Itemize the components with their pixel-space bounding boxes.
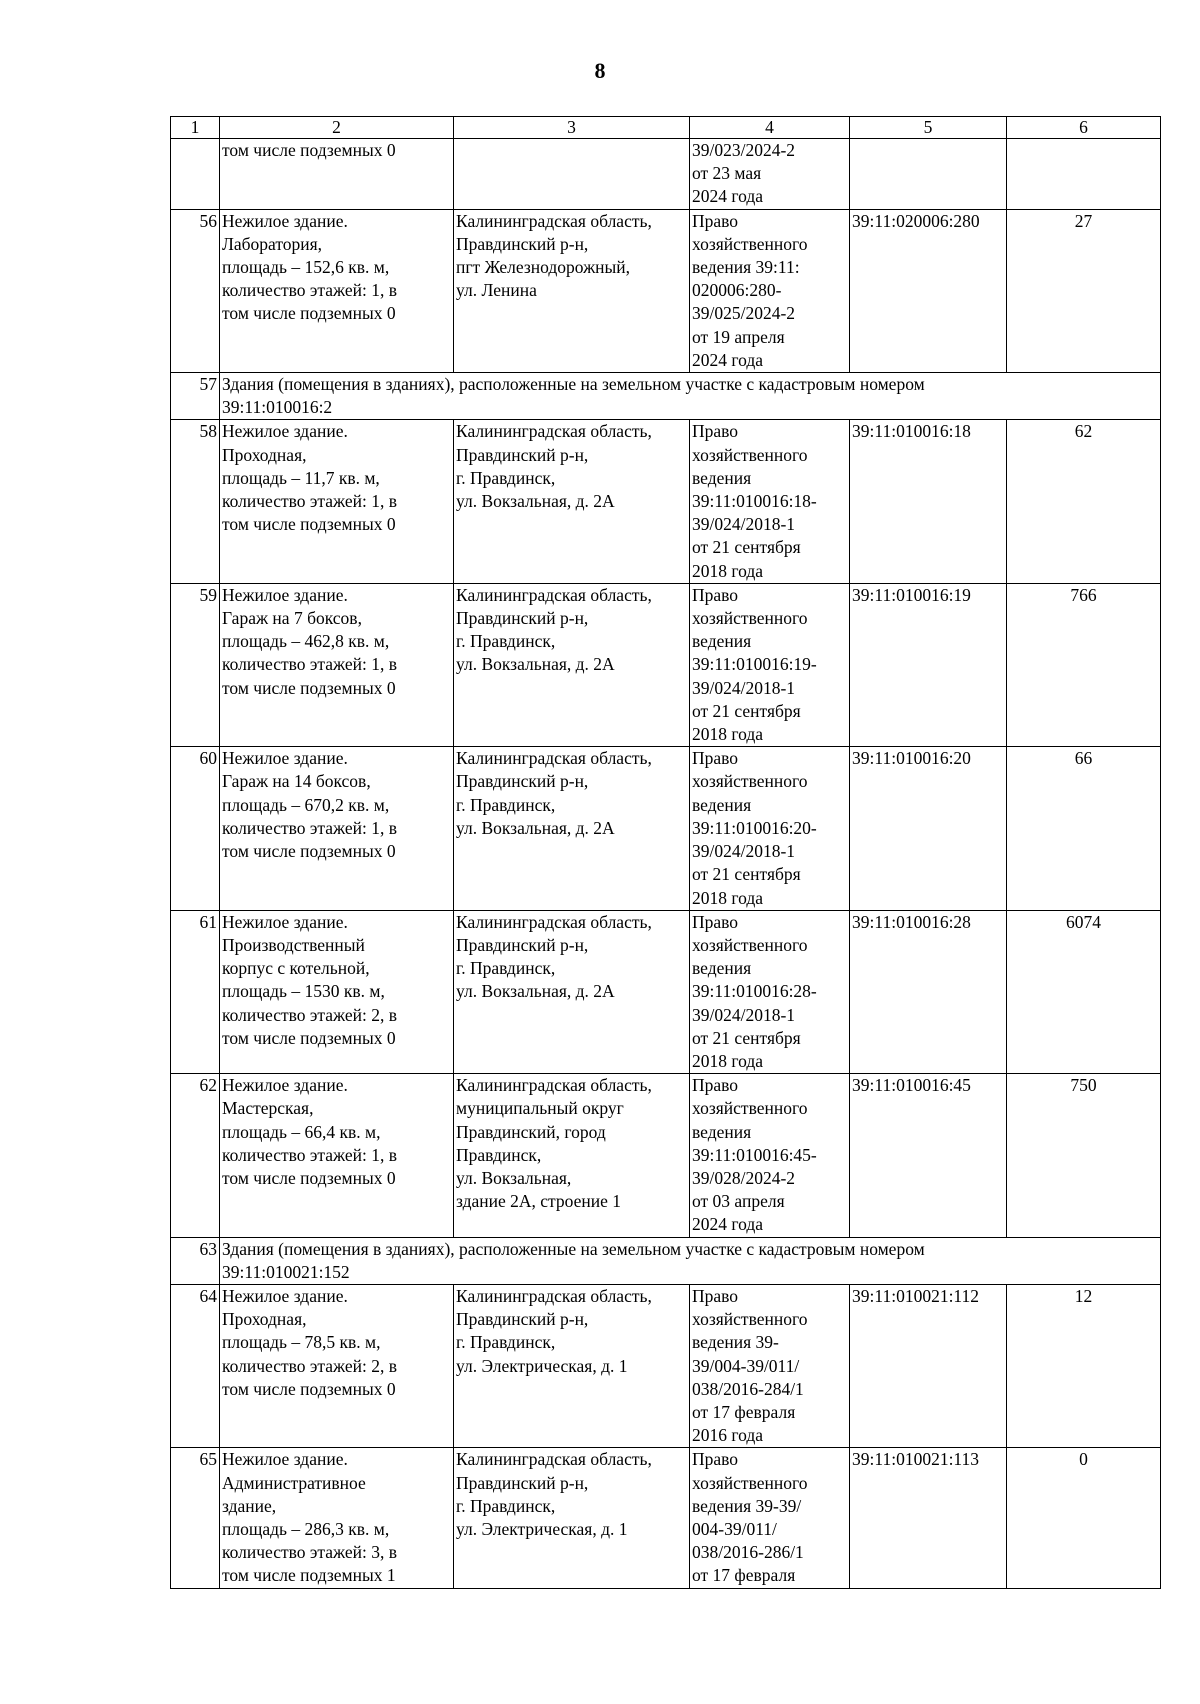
value-cell: 766	[1007, 583, 1161, 746]
column-number-header-row	[171, 117, 1161, 139]
row-number: 65	[171, 1448, 220, 1588]
column-header: 5	[850, 117, 1007, 139]
cadastral-number: 39:11:010016:18	[850, 420, 1007, 583]
group-row	[171, 373, 1161, 420]
ownership-right: Право хозяйственного ведения 39:11:010016:45- 39/028/2024-2 от 03 апреля 2024 года	[690, 1074, 850, 1237]
row-number: 63	[171, 1237, 220, 1284]
row-number: 64	[171, 1284, 220, 1447]
object-name: Нежилое здание. Проходная, площадь – 11,7 кв. м, количество этажей: 1, в том числе подземных 0	[220, 420, 454, 583]
row-number: 60	[171, 747, 220, 910]
object-address	[454, 139, 690, 210]
table-row	[171, 1448, 1161, 1588]
ownership-right: Право хозяйственного ведения 39:11:010016:20- 39/024/2018-1 от 21 сентября 2018 года	[690, 747, 850, 910]
value-cell: 62	[1007, 420, 1161, 583]
object-name: Нежилое здание. Гараж на 7 боксов, площадь – 462,8 кв. м, количество этажей: 1, в том числе подземных 0	[220, 583, 454, 746]
ownership-right: Право хозяйственного ведения 39:11:010016:18- 39/024/2018-1 от 21 сентября 2018 года	[690, 420, 850, 583]
group-heading: Здания (помещения в зданиях), расположенные на земельном участке с кадастровым номером 39:11:010021:152	[220, 1237, 1161, 1284]
object-address: Калининградская область, Правдинский р-н, г. Правдинск, ул. Вокзальная, д. 2А	[454, 910, 690, 1073]
row-number: 58	[171, 420, 220, 583]
row-number: 59	[171, 583, 220, 746]
row-number	[171, 139, 220, 210]
cadastral-number	[850, 139, 1007, 210]
ownership-right: Право хозяйственного ведения 39:11:010016:28- 39/024/2018-1 от 21 сентября 2018 года	[690, 910, 850, 1073]
ownership-right: Право хозяйственного ведения 39:11: 020006:280- 39/025/2024-2 от 19 апреля 2024 года	[690, 209, 850, 372]
column-header: 2	[220, 117, 454, 139]
ownership-right: Право хозяйственного ведения 39-39/ 004-39/011/ 038/2016-286/1 от 17 февраля	[690, 1448, 850, 1588]
table-row	[171, 209, 1161, 372]
object-name: Нежилое здание. Гараж на 14 боксов, площадь – 670,2 кв. м, количество этажей: 1, в том числе подземных 0	[220, 747, 454, 910]
ownership-right: 39/023/2024-2 от 23 мая 2024 года	[690, 139, 850, 210]
object-address: Калининградская область, Правдинский р-н, пгт Железнодорожный, ул. Ленина	[454, 209, 690, 372]
cadastral-number: 39:11:010021:113	[850, 1448, 1007, 1588]
ownership-right: Право хозяйственного ведения 39- 39/004-39/011/ 038/2016-284/1 от 17 февраля 2016 года	[690, 1284, 850, 1447]
object-name: Нежилое здание. Административное здание, площадь – 286,3 кв. м, количество этажей: 3, в том числе подземных 1	[220, 1448, 454, 1588]
table-row	[171, 1284, 1161, 1447]
object-name: Нежилое здание. Производственный корпус с котельной, площадь – 1530 кв. м, количество этажей: 2, в том числе подземных 0	[220, 910, 454, 1073]
value-cell	[1007, 139, 1161, 210]
object-address: Калининградская область, Правдинский р-н, г. Правдинск, ул. Вокзальная, д. 2А	[454, 420, 690, 583]
property-registry-table	[170, 116, 1161, 1589]
row-number: 57	[171, 373, 220, 420]
ownership-right: Право хозяйственного ведения 39:11:010016:19- 39/024/2018-1 от 21 сентября 2018 года	[690, 583, 850, 746]
table-row	[171, 583, 1161, 746]
value-cell: 0	[1007, 1448, 1161, 1588]
object-name: Нежилое здание. Мастерская, площадь – 66,4 кв. м, количество этажей: 1, в том числе подземных 0	[220, 1074, 454, 1237]
column-header: 6	[1007, 117, 1161, 139]
table-row	[171, 1074, 1161, 1237]
row-number: 62	[171, 1074, 220, 1237]
column-header: 3	[454, 117, 690, 139]
cadastral-number: 39:11:020006:280	[850, 209, 1007, 372]
group-heading: Здания (помещения в зданиях), расположенные на земельном участке с кадастровым номером 39:11:010016:2	[220, 373, 1161, 420]
cadastral-number: 39:11:010021:112	[850, 1284, 1007, 1447]
value-cell: 12	[1007, 1284, 1161, 1447]
page-number: 8	[594, 58, 606, 83]
cadastral-number: 39:11:010016:19	[850, 583, 1007, 746]
value-cell: 750	[1007, 1074, 1161, 1237]
row-number: 56	[171, 209, 220, 372]
group-row	[171, 1237, 1161, 1284]
object-address: Калининградская область, Правдинский р-н, г. Правдинск, ул. Вокзальная, д. 2А	[454, 747, 690, 910]
table-row	[171, 139, 1161, 210]
table-row	[171, 910, 1161, 1073]
value-cell: 6074	[1007, 910, 1161, 1073]
object-name: Нежилое здание. Лаборатория, площадь – 152,6 кв. м, количество этажей: 1, в том числе подземных 0	[220, 209, 454, 372]
object-name: том числе подземных 0	[220, 139, 454, 210]
object-address: Калининградская область, Правдинский р-н, г. Правдинск, ул. Электрическая, д. 1	[454, 1284, 690, 1447]
object-address: Калининградская область, Правдинский р-н, г. Правдинск, ул. Электрическая, д. 1	[454, 1448, 690, 1588]
object-address: Калининградская область, Правдинский р-н, г. Правдинск, ул. Вокзальная, д. 2А	[454, 583, 690, 746]
column-header: 1	[171, 117, 220, 139]
row-number: 61	[171, 910, 220, 1073]
cadastral-number: 39:11:010016:28	[850, 910, 1007, 1073]
cadastral-number: 39:11:010016:45	[850, 1074, 1007, 1237]
cadastral-number: 39:11:010016:20	[850, 747, 1007, 910]
table-row	[171, 747, 1161, 910]
object-address: Калининградская область, муниципальный округ Правдинский, город Правдинск, ул. Вокзальная, здание 2А, строение 1	[454, 1074, 690, 1237]
value-cell: 66	[1007, 747, 1161, 910]
object-name: Нежилое здание. Проходная, площадь – 78,5 кв. м, количество этажей: 2, в том числе подземных 0	[220, 1284, 454, 1447]
column-header: 4	[690, 117, 850, 139]
table-row	[171, 420, 1161, 583]
value-cell: 27	[1007, 209, 1161, 372]
